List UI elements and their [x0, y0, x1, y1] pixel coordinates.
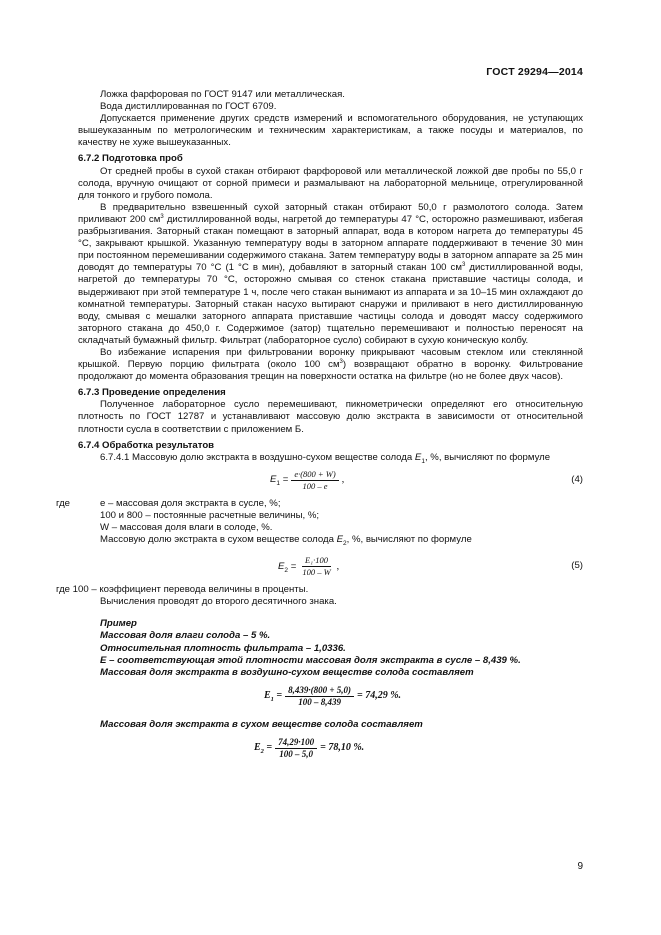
s673-p1: Полученное лабораторное сусло перемешивают, пикнометрически определяют его относительную плотность по ГОСТ 12787 и устанавливают массовую долю экстракта в зависимости от относительной плотности сусла в соответствии с приложением Б. [78, 399, 583, 435]
fraction: $\frac{\text{E₁·100}}{100 - W}$ [302, 555, 331, 578]
fraction: $\frac{74,29\cdot 100}{100 - 5,0}$ [275, 737, 317, 760]
example-line: Массовая доля влаги солода – 5 %. [100, 630, 271, 642]
s674-p2: Массовую долю экстракта в сухом веществе солода $Е_2$, %, вычисляют по формуле [100, 534, 472, 547]
calc-note: Вычисления проводят до второго десятичного знака. [100, 596, 337, 608]
heading-6-7-4: 6.7.4 Обработка результатов [78, 439, 215, 451]
example-block [78, 618, 583, 767]
equation-number: (4) [571, 473, 583, 485]
intro-p1: Ложка фарфоровая по ГОСТ 9147 или металлическая. [100, 89, 345, 100]
coefficient-note: где 100 – коэффициент перевода величины в проценты. [56, 584, 309, 596]
example-formula-1: $Е_1$ = $\frac{8,439\cdot(800 + 5,0)}{100 - 8,439}$ = 74,29 %. [264, 684, 402, 707]
example-line: Массовая доля экстракта в воздушно-сухом веществе солода составляет [100, 666, 474, 678]
where-item: 100 и 800 – постоянные расчетные величины, %; [100, 509, 320, 521]
standard-header: ГОСТ 29294—2014 [486, 66, 583, 78]
heading-6-7-2: 6.7.2 Подготовка проб [78, 153, 183, 165]
superscript-3: 3 [339, 358, 343, 365]
example-title: Пример [100, 618, 137, 630]
superscript-3: 3 [461, 262, 466, 269]
formula-5: $Е_2$ = $\frac{\text{E₁·100}}{100 - W}$ , (5) [278, 555, 583, 578]
s674-p1: 6.7.4.1 Массовую долю экстракта в воздушно-сухом веществе солода $Е_1$, %, вычисляют по формуле [100, 451, 551, 465]
example-line: Е – соответствующая этой плотности массовая доля экстракта в сусле – 8,439 %. [100, 654, 521, 666]
intro-p2: Вода дистиллированная по ГОСТ 6709. [100, 101, 277, 113]
example-line: Относительная плотность фильтрата – 1,0336. [100, 642, 346, 654]
equation-number: (5) [571, 560, 583, 572]
where-block: где e – массовая доля экстракта в сусле, %; [56, 497, 281, 509]
page-content [56, 89, 584, 767]
s672-p3: Во избежание испарения при фильтровании воронку прикрывают часовым стеклом или стеклянной крышкой. Первую порцию фильтрата (около 100 $см^3$) возвращают обратно в воронку. Фильтрование продолжают до момента образования трещин на поверхности остатка на фильтре (но не более двух часов). [78, 346, 583, 383]
s672-p1: От средней пробы в сухой стакан отбирают фарфоровой или металлической ложкой две пробы по 55,0 г солода, вручную очищают от сорной примеси и размалывают на лабораторной мельнице, отрегулированной для тонкого и грубого помола. [78, 165, 583, 201]
example-line: Массовая доля экстракта в сухом веществе солода составляет [100, 718, 423, 730]
where-item: W – массовая доля влаги в солоде, %. [100, 522, 273, 533]
heading-6-7-3: 6.7.3 Проведение определения [78, 387, 226, 399]
page-number: 9 [577, 861, 583, 872]
formula-4: $Е_1$ = $\frac{e\cdot(800 + W)}{100 - e}$ , (4) [270, 468, 583, 491]
intro-p3: Допускается применение других средств измерений и вспомогательного оборудования, не уступающих вышеуказанным по метрологическим и техническим характеристикам, а также посуды и материалов, по качеству не хуже вышеуказанных. [78, 113, 583, 149]
fraction: $\frac{e\cdot(800 + W)}{100 - e}$ [291, 469, 338, 492]
fraction: $\frac{8,439\cdot(800 + 5,0)}{100 - 8,439}$ [285, 685, 354, 708]
s672-p2: В предварительно взвешенный сухой заторный стакан отбирают 50,0 г размолотого солода. Затем приливают 200 $см^3$ дистиллированной воды, нагретой до температуры 47 °С, осторожно размешивают, избегая разбрызгивания. Заторный стакан помещают в заторный аппарат, вода в котором нагрета до температуры 45 °С, закрывают крышкой. Указанную температуру воды в заторном аппарате поддерживают в течение 30 мин при постоянном перемешивании содержимого стакана. Затем температуру воды в заторном аппарате за 25 мин доводят до температуры 70 °С (1 °С в мин), добавляют в заторный стакан 100 $см^3$ дистиллированной воды, нагретой до температуры 70 °С, осторожно смывая со стенок стакана приставшие частицы солода, и выдерживают при этой температуре 1 ч, после чего стакан вынимают из аппарата и за 10–15 мин охлаждают до комнатной температуры. Заторный стакан насухо вытирают снаружи и приливают в него дистиллированную воду, смывая с мешалки заторного аппарата приставшие частицы солода и доводят массу содержимого заторного стакана до 450,0 г. Содержимое (затор) тщательно перемешивают и полностью переносят на складчатый бумажный фильтр. Фильтрат (лабораторное сусло) собирают в сухую коническую колбу. [78, 201, 584, 346]
example-formula-2: $Е_2$ = $\frac{74,29\cdot 100}{100 - 5,0}$ = 78,10 %. [254, 736, 365, 759]
superscript-3: 3 [160, 213, 164, 220]
